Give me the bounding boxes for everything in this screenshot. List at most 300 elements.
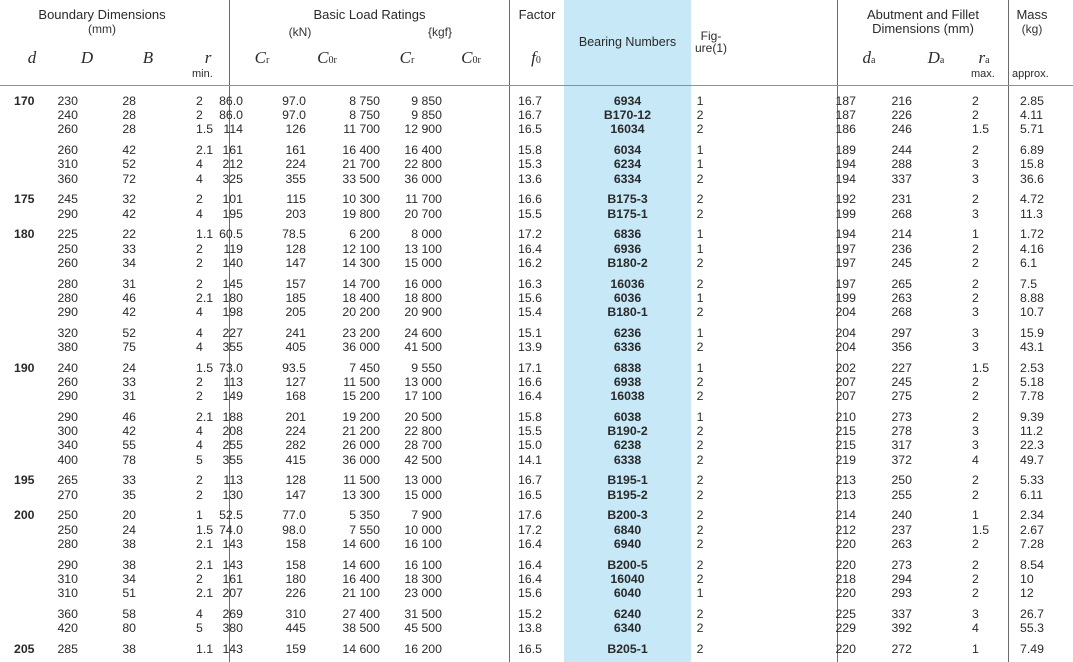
- cell-da: 220: [835, 536, 856, 551]
- cell-B: 72: [122, 171, 136, 186]
- cell-da: 194: [835, 157, 856, 172]
- cell-bearing-number: 16034: [610, 122, 645, 137]
- cell-r-min: 2: [196, 276, 203, 291]
- cell-da: 194: [835, 171, 856, 186]
- cell-figure: 2: [696, 122, 704, 137]
- cell-B: 42: [122, 424, 136, 439]
- cell-bearing-number: 6838: [613, 360, 642, 375]
- cell-f0: 15.4: [518, 305, 542, 319]
- cell-ra-max: 2: [972, 389, 979, 404]
- cell-mass: 4.16: [1020, 241, 1044, 256]
- cell-bearing-number: 16036: [610, 276, 645, 291]
- cell-cor-kgf: 20 900: [404, 305, 442, 319]
- cell-r-min: 2: [196, 571, 203, 586]
- cell-D: 280: [57, 276, 78, 291]
- cell-ra-max: 3: [972, 424, 979, 439]
- cell-figure: 2: [696, 621, 704, 635]
- cell-f0: 17.6: [518, 508, 542, 523]
- cell-Da: 293: [891, 586, 912, 600]
- cell-Da: 392: [891, 621, 912, 635]
- cell-ra-max: 2: [972, 536, 979, 551]
- cell-r-min: 1.5: [196, 122, 214, 137]
- cell-cor-kn: 98.0: [282, 522, 306, 537]
- cell-D: 320: [57, 325, 78, 340]
- cell-cor-kgf: 18 800: [404, 290, 442, 305]
- cell-B: 33: [122, 241, 136, 256]
- cell-cr-kgf: 21 200: [342, 424, 380, 439]
- cell-figure: 1: [696, 325, 704, 340]
- cell-bearing-number: 6936: [613, 241, 642, 256]
- cell-cr-kn: 101: [222, 192, 243, 207]
- cell-B: 46: [122, 410, 136, 424]
- cell-mass: 2.53: [1020, 360, 1044, 375]
- cell-Da: 227: [891, 360, 912, 375]
- cell-cor-kgf: 16 200: [404, 641, 442, 656]
- cell-ra-max: 1: [972, 227, 979, 242]
- cell-D: 285: [57, 641, 78, 656]
- cell-B: 33: [122, 375, 136, 389]
- cell-da: 189: [835, 143, 856, 158]
- cell-r-min: 4: [196, 171, 203, 186]
- cell-figure: 2: [696, 375, 704, 389]
- symbol-D: D: [80, 48, 94, 67]
- cell-figure: 2: [696, 557, 704, 572]
- cell-ra-max: 2: [972, 487, 979, 502]
- cell-B: 51: [122, 586, 136, 600]
- cell-cr-kn: 255: [222, 438, 243, 453]
- cell-mass: 11.3: [1020, 206, 1044, 221]
- cell-cr-kgf: 16 400: [342, 571, 380, 586]
- cell-mass: 55.3: [1020, 621, 1044, 635]
- cell-Da: 273: [891, 557, 912, 572]
- cell-cor-kgf: 10 000: [404, 522, 442, 537]
- cell-cr-kn: 355: [222, 340, 243, 354]
- cell-bearing-number: 6240: [613, 606, 642, 621]
- cell-figure: 2: [696, 536, 704, 551]
- cell-mass: 4.72: [1020, 192, 1044, 207]
- cell-D: 340: [57, 438, 78, 453]
- cell-bearing-number: 16038: [610, 389, 645, 404]
- cell-Da: 240: [891, 508, 912, 523]
- cell-figure: 2: [696, 389, 704, 404]
- cell-D: 290: [57, 557, 78, 572]
- symbol-cr-kn: Cr: [254, 48, 270, 67]
- cell-r-min: 4: [196, 424, 203, 439]
- cell-cr-kgf: 8 750: [349, 108, 380, 123]
- cell-cor-kn: 201: [285, 410, 306, 424]
- cell-da: 207: [835, 389, 856, 404]
- cell-ra-max: 3: [972, 606, 979, 621]
- symbol-d: d: [27, 48, 37, 67]
- cell-cor-kgf: 41 500: [404, 340, 442, 354]
- max-label: max.: [971, 68, 995, 80]
- cell-r-min: 1: [196, 508, 203, 523]
- cell-cr-kgf: 20 200: [342, 305, 380, 319]
- cell-mass: 36.6: [1020, 171, 1044, 186]
- cell-da: 220: [835, 641, 856, 656]
- boundary-dimensions-heading: Boundary Dimensions: [38, 7, 166, 22]
- cell-f0: 15.8: [518, 143, 542, 158]
- cell-r-min: 4: [196, 325, 203, 340]
- cell-ra-max: 1.5: [972, 122, 990, 137]
- cell-D: 245: [57, 192, 78, 207]
- cell-cr-kgf: 14 700: [342, 276, 380, 291]
- cell-D: 280: [57, 290, 78, 305]
- cell-bearing-number: 6036: [613, 290, 642, 305]
- cell-ra-max: 3: [972, 438, 979, 453]
- cell-figure: 2: [696, 438, 704, 453]
- cell-B: 28: [122, 94, 136, 108]
- cell-figure: 2: [696, 473, 704, 488]
- cell-cor-kgf: 17 100: [404, 389, 442, 404]
- cell-ra-max: 2: [972, 143, 979, 158]
- cell-cor-kgf: 23 000: [404, 586, 442, 600]
- cell-B: 31: [122, 276, 136, 291]
- cell-cr-kgf: 11 500: [343, 375, 380, 389]
- cell-f0: 15.3: [518, 157, 542, 172]
- cell-r-min: 2: [196, 473, 203, 488]
- cell-mass: 7.49: [1020, 641, 1044, 656]
- cell-cor-kn: 168: [285, 389, 306, 404]
- cell-bearing-number: 6238: [613, 438, 642, 453]
- cell-figure: 2: [696, 108, 704, 123]
- factor-heading: Factor: [518, 7, 556, 22]
- cell-f0: 16.5: [518, 487, 542, 502]
- cell-D: 250: [57, 241, 78, 256]
- cell-figure: 2: [696, 487, 704, 502]
- figure-heading: Fig- ure(1): [694, 29, 727, 55]
- cell-D: 280: [57, 536, 78, 551]
- cell-bearing-number: B200-3: [607, 508, 648, 523]
- symbol-Da: Da: [927, 48, 945, 67]
- cell-mass: 8.54: [1020, 557, 1044, 572]
- cell-f0: 13.9: [518, 340, 542, 354]
- cell-f0: 15.6: [518, 586, 542, 600]
- cell-cr-kn: 198: [222, 305, 243, 319]
- cell-cr-kgf: 7 450: [349, 360, 380, 375]
- cell-cor-kn: 147: [285, 255, 306, 270]
- cell-cor-kn: 445: [285, 621, 306, 635]
- cell-B: 78: [122, 452, 136, 467]
- symbol-cor-kn: C0r: [317, 48, 337, 67]
- cell-cr-kgf: 13 300: [342, 487, 380, 502]
- bearing-numbers-heading: Bearing Numbers: [578, 35, 677, 49]
- cell-D: 260: [57, 143, 78, 158]
- cell-cr-kn: 86.0: [219, 108, 243, 123]
- cell-B: 24: [122, 360, 136, 375]
- cell-cor-kgf: 13 100: [404, 241, 442, 256]
- cell-ra-max: 2: [972, 375, 979, 389]
- cell-r-min: 2.1: [196, 586, 214, 600]
- cell-bearing-number: B180-2: [607, 255, 648, 270]
- cell-Da: 236: [891, 241, 912, 256]
- cell-cr-kn: 208: [222, 424, 243, 439]
- cell-D: 260: [57, 255, 78, 270]
- cell-cr-kgf: 36 000: [342, 340, 380, 354]
- cell-B: 28: [122, 122, 136, 137]
- cell-figure: 1: [696, 290, 704, 305]
- cell-cor-kgf: 12 900: [404, 122, 442, 137]
- cell-cor-kn: 159: [285, 641, 306, 656]
- cell-mass: 7.28: [1020, 536, 1044, 551]
- cell-cor-kn: 161: [285, 143, 306, 158]
- cell-cor-kn: 185: [285, 290, 306, 305]
- approx-label: approx.: [1012, 68, 1049, 80]
- cell-f0: 16.4: [518, 241, 542, 256]
- cell-f0: 17.2: [518, 227, 542, 242]
- cell-cr-kn: 355: [222, 452, 243, 467]
- cell-bearing-number: 6934: [613, 94, 642, 108]
- cell-bearing-number: B195-2: [607, 487, 648, 502]
- cell-figure: 2: [696, 192, 704, 207]
- cell-Da: 268: [891, 206, 912, 221]
- cell-da: 215: [835, 438, 856, 453]
- symbol-f0: f0: [531, 48, 541, 67]
- cell-bearing-number: 6338: [613, 452, 642, 467]
- cell-ra-max: 1.5: [972, 360, 990, 375]
- cell-ra-max: 2: [972, 255, 979, 270]
- cell-cor-kgf: 9 550: [411, 360, 442, 375]
- cell-D: 400: [57, 452, 78, 467]
- cell-r-min: 5: [196, 621, 203, 635]
- cell-figure: 1: [696, 143, 704, 158]
- cell-bore-d: 195: [14, 473, 35, 488]
- cell-cor-kn: 128: [285, 241, 306, 256]
- cell-cor-kgf: 13 000: [404, 473, 442, 488]
- cell-mass: 6.11: [1020, 487, 1044, 502]
- cell-da: 207: [835, 375, 856, 389]
- cell-B: 46: [122, 290, 136, 305]
- cell-cr-kgf: 12 100: [342, 241, 380, 256]
- cell-cr-kn: 180: [222, 290, 243, 305]
- cell-cor-kn: 157: [285, 276, 306, 291]
- cell-cr-kn: 195: [222, 206, 243, 221]
- cell-cr-kgf: 11 500: [343, 473, 380, 488]
- cell-da: 204: [835, 325, 856, 340]
- cell-f0: 17.1: [518, 360, 542, 375]
- cell-cr-kgf: 26 000: [342, 438, 380, 453]
- cell-da: 199: [835, 290, 856, 305]
- cell-bearing-number: 6040: [613, 586, 642, 600]
- cell-cor-kn: 355: [285, 171, 306, 186]
- cell-D: 240: [57, 360, 78, 375]
- cell-mass: 2.67: [1020, 522, 1044, 537]
- cell-cr-kgf: 7 550: [349, 522, 380, 537]
- cell-r-min: 4: [196, 438, 203, 453]
- cell-ra-max: 2: [972, 241, 979, 256]
- cell-D: 310: [57, 157, 78, 172]
- cell-cr-kn: 74.0: [219, 522, 243, 537]
- cell-cor-kn: 78.5: [282, 227, 306, 242]
- cell-bearing-number: B170-12: [603, 108, 652, 123]
- symbol-ra: ra: [978, 48, 990, 67]
- cell-f0: 15.8: [518, 410, 542, 424]
- cell-cor-kgf: 13 000: [404, 375, 442, 389]
- cell-Da: 372: [891, 452, 912, 467]
- cell-cor-kn: 158: [285, 557, 306, 572]
- header-rule: [0, 85, 1073, 86]
- cell-cor-kgf: 16 100: [404, 536, 442, 551]
- cell-f0: 16.7: [518, 94, 542, 108]
- cell-B: 38: [122, 557, 136, 572]
- cell-r-min: 1.1: [196, 227, 214, 242]
- cell-r-min: 5: [196, 452, 203, 467]
- cell-cor-kn: 224: [285, 157, 306, 172]
- cell-f0: 16.6: [518, 375, 542, 389]
- cell-ra-max: 2: [972, 571, 979, 586]
- symbol-B: B: [142, 48, 154, 67]
- cell-mass: 49.7: [1020, 452, 1044, 467]
- cell-cr-kgf: 19 800: [342, 206, 380, 221]
- cell-f0: 15.6: [518, 290, 542, 305]
- cell-mass: 11.2: [1020, 424, 1044, 439]
- cell-cor-kgf: 28 700: [404, 438, 442, 453]
- cell-mass: 15.8: [1020, 157, 1044, 172]
- column-divider: [509, 0, 510, 662]
- cell-cr-kgf: 14 600: [342, 536, 380, 551]
- cell-mass: 2.34: [1020, 508, 1044, 523]
- cell-bore-d: 175: [14, 192, 35, 207]
- cell-mass: 22.3: [1020, 438, 1044, 453]
- cell-bearing-number: 6340: [613, 621, 642, 635]
- cell-D: 250: [57, 522, 78, 537]
- cell-cr-kgf: 18 400: [342, 290, 380, 305]
- cell-B: 42: [122, 305, 136, 319]
- cell-cr-kn: 380: [222, 621, 243, 635]
- cell-Da: 337: [891, 606, 912, 621]
- cell-ra-max: 1: [972, 641, 979, 656]
- cell-bearing-number: B200-5: [607, 557, 648, 572]
- cell-Da: 237: [891, 522, 912, 537]
- cell-cr-kn: 119: [223, 241, 243, 256]
- cell-cr-kgf: 23 200: [342, 325, 380, 340]
- cell-da: 214: [835, 508, 856, 523]
- cell-f0: 15.5: [518, 206, 542, 221]
- cell-ra-max: 1.5: [972, 522, 990, 537]
- cell-B: 20: [122, 508, 136, 523]
- cell-B: 35: [122, 487, 136, 502]
- cell-bearing-number: B205-1: [607, 641, 648, 656]
- cell-r-min: 4: [196, 157, 203, 172]
- cell-cr-kgf: 15 200: [342, 389, 380, 404]
- cell-cor-kn: 415: [285, 452, 306, 467]
- cell-r-min: 1.5: [196, 522, 214, 537]
- cell-figure: 2: [696, 276, 704, 291]
- cell-f0: 16.4: [518, 557, 542, 572]
- cell-da: 220: [835, 586, 856, 600]
- cell-da: 212: [835, 522, 856, 537]
- cell-figure: 2: [696, 508, 704, 523]
- cell-ra-max: 2: [972, 586, 979, 600]
- cell-D: 290: [57, 305, 78, 319]
- cell-da: 229: [835, 621, 856, 635]
- min-label: min.: [192, 68, 213, 80]
- cell-Da: 356: [891, 340, 912, 354]
- cell-Da: 278: [891, 424, 912, 439]
- cell-figure: 2: [696, 340, 704, 354]
- cell-D: 420: [57, 621, 78, 635]
- cell-bearing-number: B175-1: [607, 206, 648, 221]
- cell-mass: 4.11: [1020, 108, 1044, 123]
- cell-cr-kn: 188: [222, 410, 243, 424]
- symbol-cr-kgf: Cr: [399, 48, 415, 67]
- cell-bearing-number: 6938: [613, 375, 642, 389]
- cell-cr-kn: 227: [222, 325, 243, 340]
- cell-Da: 337: [891, 171, 912, 186]
- cell-da: 197: [835, 241, 856, 256]
- cell-f0: 15.0: [518, 438, 542, 453]
- cell-bearing-number: 6334: [613, 171, 642, 186]
- cell-cor-kgf: 8 000: [411, 227, 442, 242]
- cell-bearing-number: B195-1: [607, 473, 648, 488]
- cell-f0: 16.3: [518, 276, 542, 291]
- cell-figure: 1: [696, 410, 704, 424]
- cell-ra-max: 2: [972, 473, 979, 488]
- cell-B: 38: [122, 641, 136, 656]
- cell-da: 215: [835, 424, 856, 439]
- cell-cr-kn: 161: [222, 143, 243, 158]
- cell-mass: 6.89: [1020, 143, 1044, 158]
- cell-da: 218: [835, 571, 856, 586]
- cell-cr-kgf: 33 500: [342, 171, 380, 186]
- cell-da: 219: [835, 452, 856, 467]
- cell-da: 225: [835, 606, 856, 621]
- cell-cor-kgf: 11 700: [405, 192, 442, 207]
- cell-cr-kn: 212: [222, 157, 243, 172]
- cell-cr-kn: 149: [222, 389, 243, 404]
- cell-ra-max: 3: [972, 340, 979, 354]
- abutment-heading: Abutment and Fillet: [866, 7, 979, 22]
- cell-figure: 2: [696, 171, 704, 186]
- cell-da: 210: [835, 410, 856, 424]
- cell-cr-kn: 73.0: [219, 360, 243, 375]
- cell-bearing-number: B175-3: [607, 192, 648, 207]
- cell-figure: 1: [696, 157, 704, 172]
- cell-Da: 273: [891, 410, 912, 424]
- cell-Da: 250: [891, 473, 912, 488]
- cell-cor-kgf: 15 000: [404, 487, 442, 502]
- cell-cr-kn: 269: [222, 606, 243, 621]
- cell-B: 22: [122, 227, 136, 242]
- cell-r-min: 1.1: [196, 641, 214, 656]
- mass-heading: Mass: [1016, 7, 1048, 22]
- symbol-da: da: [862, 48, 876, 67]
- cell-da: 187: [835, 108, 856, 123]
- cell-figure: 1: [696, 227, 704, 242]
- cell-cr-kgf: 21 700: [342, 157, 380, 172]
- cell-da: 197: [835, 255, 856, 270]
- cell-cr-kn: 325: [222, 171, 243, 186]
- cell-r-min: 2.1: [196, 410, 214, 424]
- cell-da: 204: [835, 340, 856, 354]
- cell-D: 360: [57, 606, 78, 621]
- cell-f0: 16.4: [518, 571, 542, 586]
- cell-f0: 13.8: [518, 621, 542, 635]
- cell-cor-kgf: 24 600: [404, 325, 442, 340]
- cell-mass: 7.5: [1020, 276, 1038, 291]
- cell-D: 250: [57, 508, 78, 523]
- cell-cor-kn: 128: [285, 473, 306, 488]
- cell-cor-kn: 126: [285, 122, 306, 137]
- cell-r-min: 2: [196, 487, 203, 502]
- load-ratings-heading: Basic Load Ratings: [313, 7, 426, 22]
- cell-cor-kn: 226: [285, 586, 306, 600]
- cell-cr-kgf: 36 000: [342, 452, 380, 467]
- cell-cor-kgf: 16 000: [404, 276, 442, 291]
- cell-cor-kgf: 18 300: [404, 571, 442, 586]
- kn-unit: (kN): [288, 25, 312, 39]
- cell-cr-kgf: 6 200: [349, 227, 380, 242]
